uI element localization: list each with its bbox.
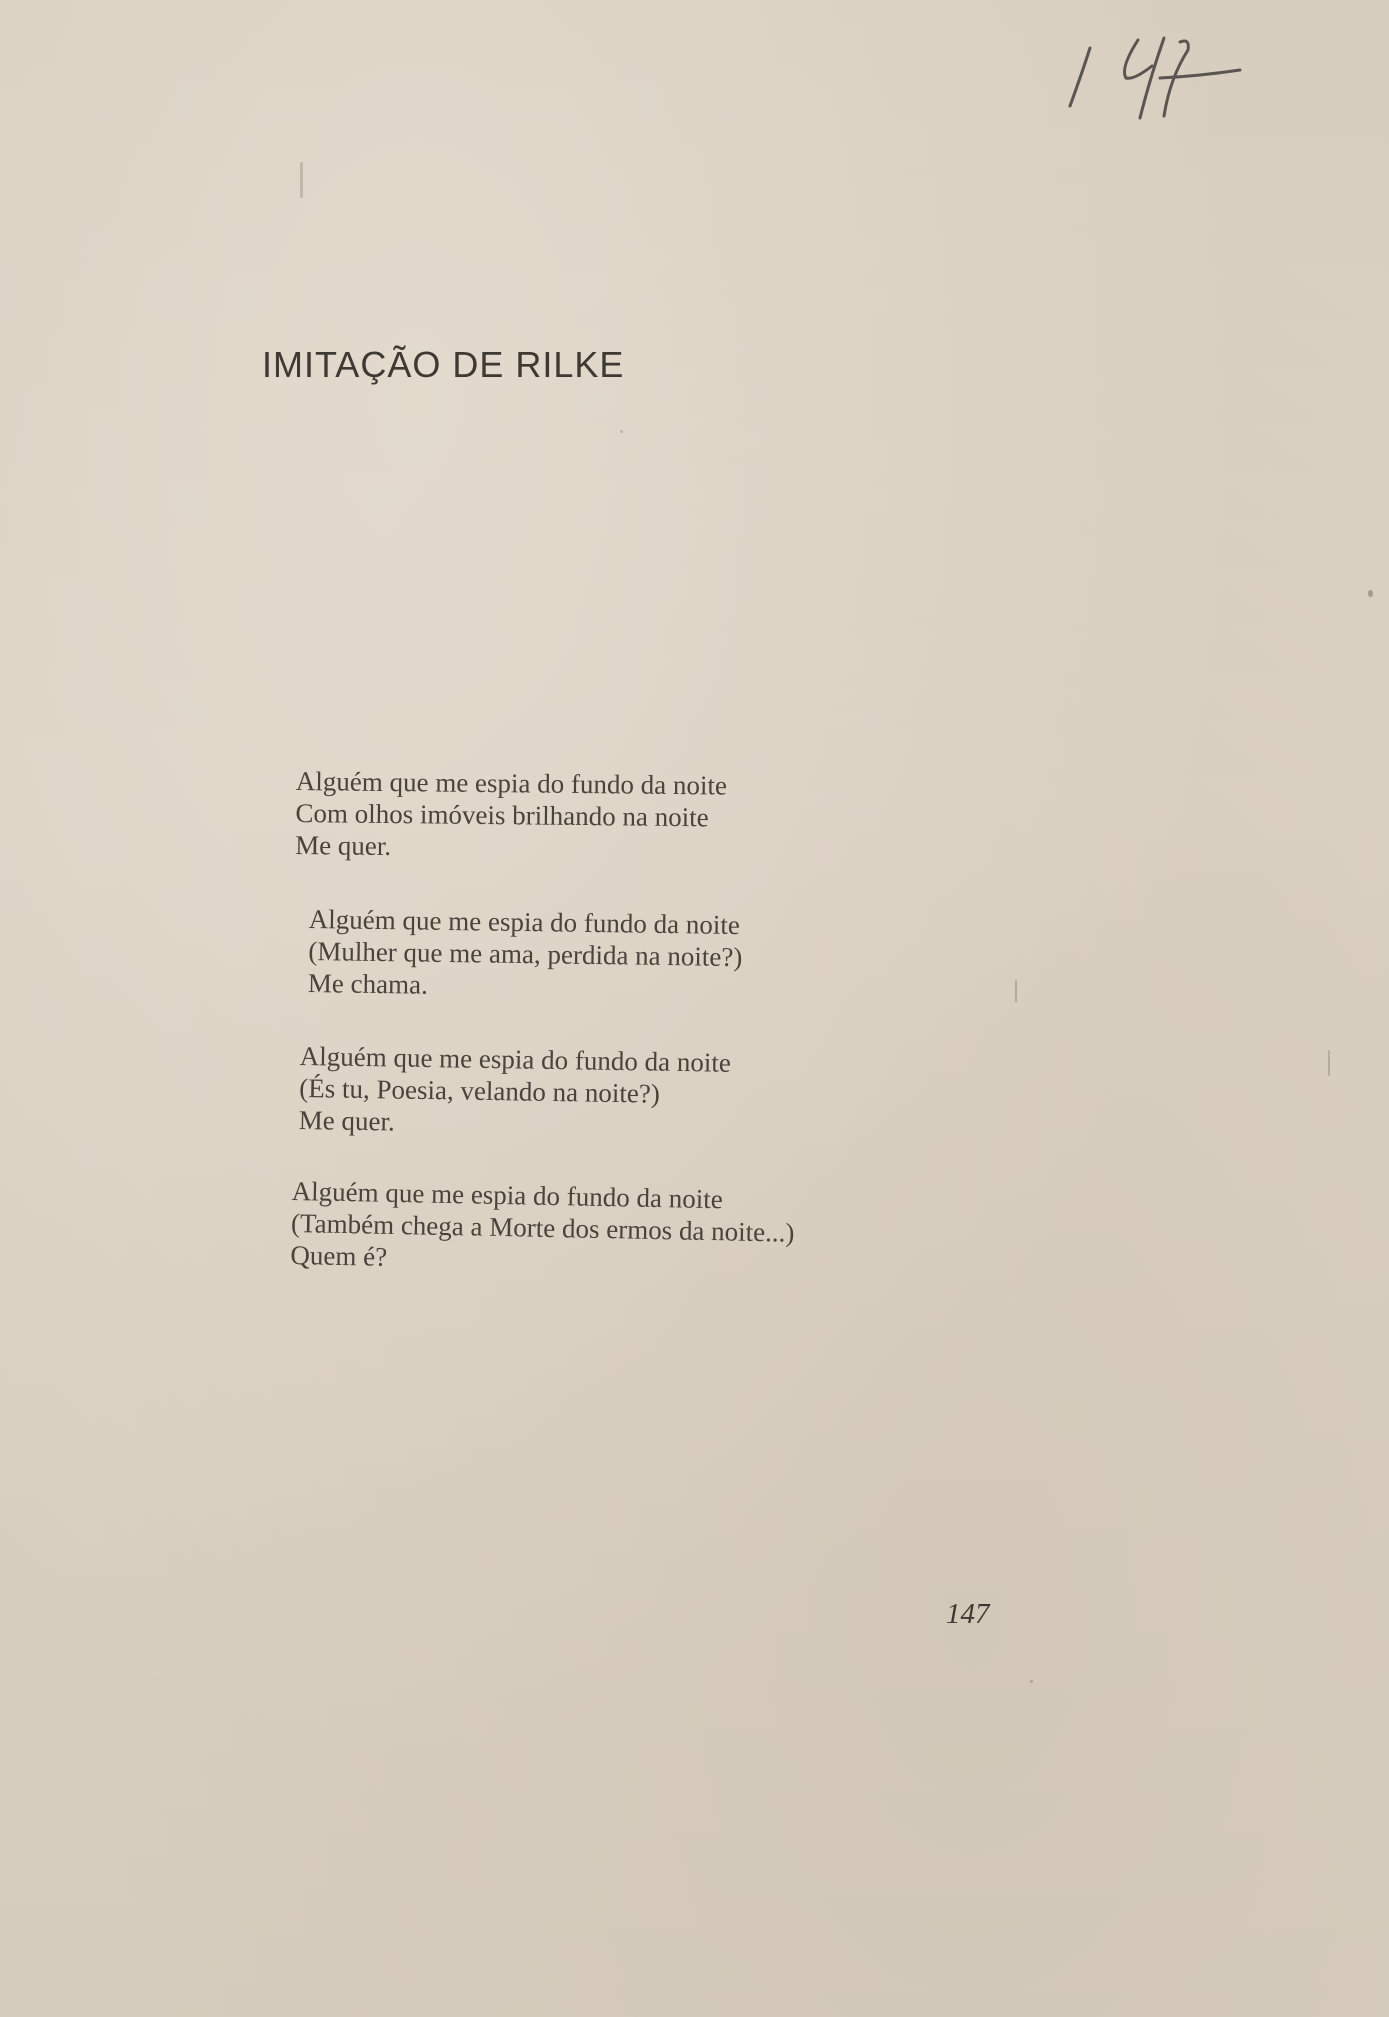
stanza-2	[308, 903, 743, 1005]
stanza-line: (Mulher que me ama, perdida na noite?)	[308, 935, 743, 973]
stanza-line: Alguém que me espia do fundo da noite	[308, 903, 741, 941]
stanza-line: Me chama.	[307, 967, 429, 1000]
stanza-line: Alguém que me espia do fundo da noite	[299, 1040, 732, 1078]
page-number: 147	[946, 1598, 990, 1630]
stanza-1	[295, 765, 727, 866]
stanza-4	[290, 1175, 795, 1281]
paper-speck	[1368, 590, 1373, 597]
stanza-line: Quem é?	[290, 1239, 388, 1272]
stanza-line: (Também chega a Morte dos ermos da noite...)	[290, 1207, 795, 1248]
paper-speck	[620, 430, 623, 433]
stanza-line: Me quer.	[298, 1104, 395, 1137]
stanza-line: (És tu, Poesia, velando na noite?)	[299, 1072, 661, 1109]
poem-title: IMITAÇÃO DE RILKE	[262, 344, 625, 385]
paper-speck	[300, 162, 303, 198]
handwritten-folio-mark	[1060, 18, 1270, 128]
paper-speck	[1328, 1050, 1330, 1076]
stanza-line: Me quer.	[295, 829, 392, 861]
paper-speck	[1015, 980, 1017, 1002]
stanza-line: Com olhos imóveis brilhando na noite	[295, 797, 709, 833]
stanza-line: Alguém que me espia do fundo da noite	[295, 765, 728, 801]
paper-speck	[1030, 1680, 1033, 1683]
stanza-3	[298, 1040, 731, 1143]
stanza-line: Alguém que me espia do fundo da noite	[291, 1175, 724, 1215]
